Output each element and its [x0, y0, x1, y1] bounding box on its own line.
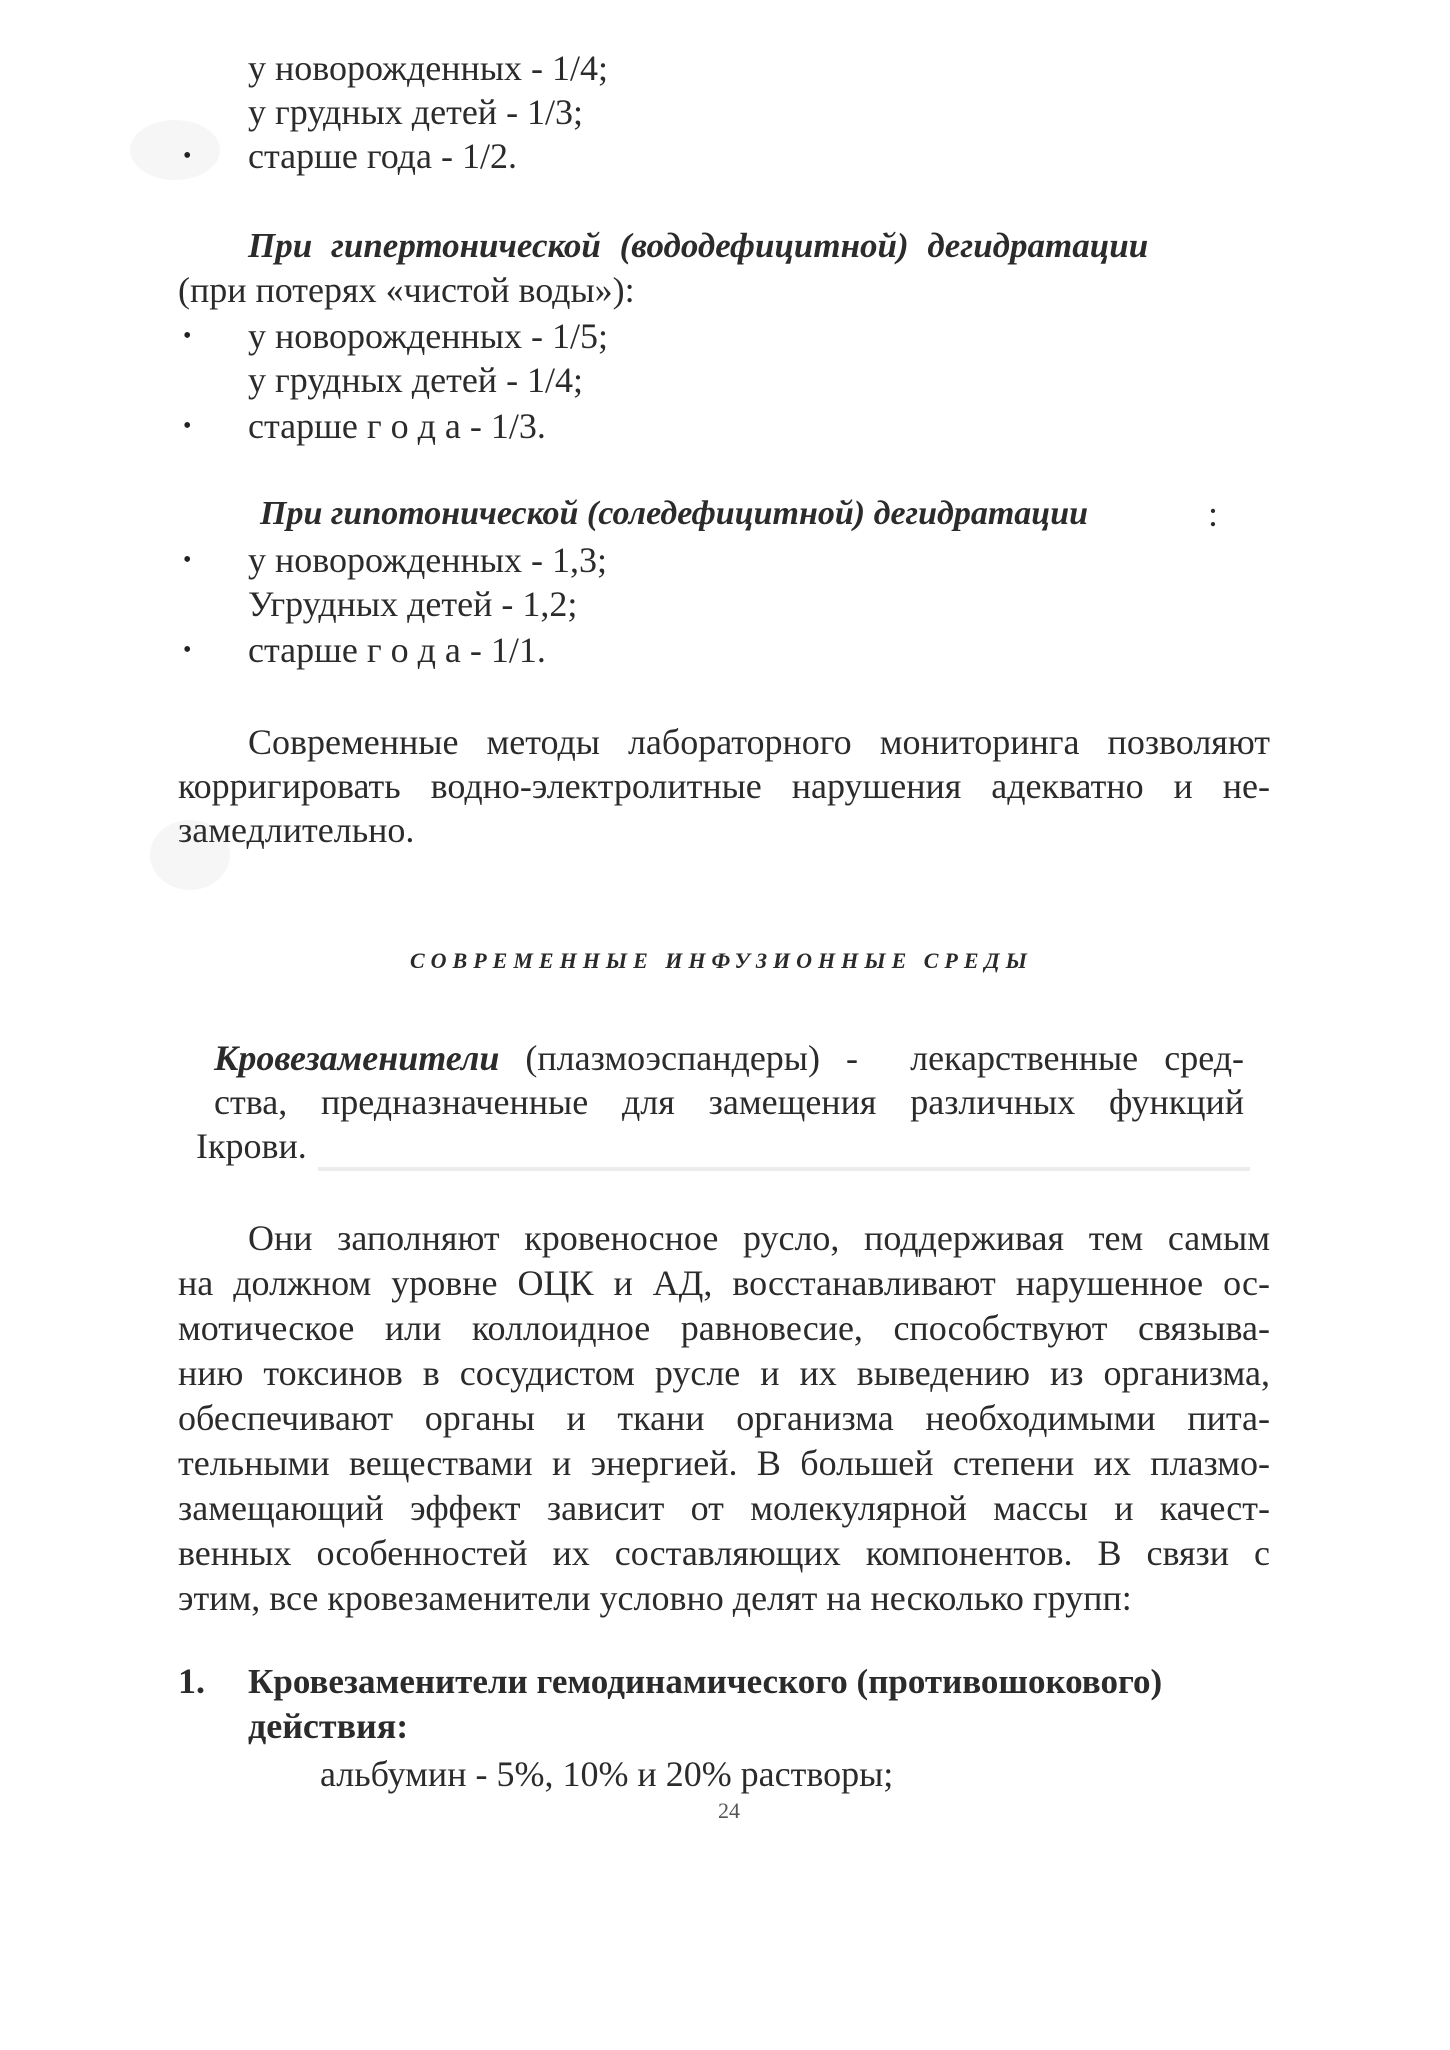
- hypo-heading-suffix: :: [1208, 494, 1219, 534]
- hyper-item: у грудных детей - 1/4;: [248, 360, 584, 400]
- group-title: Кровезаменители гемодинамического (противошокового): [248, 1662, 1163, 1701]
- body-line: замещающий эффект зависит от молекулярной массы и качест-: [178, 1488, 1270, 1528]
- hyper-subheading: (при потерях «чистой воды»):: [178, 270, 635, 310]
- underline-rule: [318, 1167, 1250, 1171]
- definition-text: Iкрови.: [196, 1126, 307, 1166]
- hypo-heading: При гипотонической (соледефицитной) дегидратации: [260, 495, 1089, 532]
- group-title: действия:: [248, 1706, 409, 1746]
- hypo-item: Угрудных детей - 1,2;: [248, 584, 578, 624]
- body-line: мотическое или коллоидное равновесие, способствуют связыва-: [178, 1308, 1270, 1348]
- hyper-item: у новорожденных - 1/5;: [248, 316, 608, 356]
- hyper-heading: При гипертонической (вододефицитной) дегидратации: [248, 226, 1149, 265]
- list-a-item: у грудных детей - 1/3;: [248, 92, 584, 132]
- hypo-item: старше г о д а - 1/1.: [248, 630, 546, 670]
- body-line: нию токсинов в сосудистом русле и их выведению из организма,: [178, 1353, 1270, 1393]
- group-item: альбумин - 5%, 10% и 20% растворы;: [320, 1754, 894, 1794]
- monitoring-text: Современные методы лабораторного мониторинга позволяют: [248, 722, 1270, 762]
- bullet-icon: •: [183, 413, 192, 439]
- bullet-icon: •: [183, 143, 192, 169]
- definition-term: Кровезаменители: [214, 1038, 500, 1078]
- group-number: 1.: [178, 1661, 205, 1701]
- list-a-item: старше года - 1/2.: [248, 136, 517, 176]
- page-number: 24: [718, 1798, 740, 1823]
- bullet-icon: •: [183, 323, 192, 349]
- body-line: Они заполняют кровеносное русло, поддерживая тем самым: [248, 1218, 1270, 1258]
- body-line: тельными веществами и энергией. В большей степени их плазмо-: [178, 1443, 1270, 1483]
- body-line: обеспечивают органы и ткани организма необходимыми пита-: [178, 1398, 1270, 1438]
- definition-text: ства, предназначенные для замещения различных функций: [214, 1082, 1244, 1122]
- definition-line: [214, 1036, 1244, 1080]
- list-a-item: у новорожденных - 1/4;: [248, 48, 608, 88]
- definition-text: (плазмоэспандеры) - лекарственные сред-: [499, 1038, 1244, 1078]
- body-line: венных особенностей их составляющих компонентов. В связи с: [178, 1533, 1270, 1573]
- monitoring-text: корригировать водно-электролитные нарушения адекватно и не-: [178, 766, 1270, 806]
- monitoring-text: замедлительно.: [178, 810, 415, 850]
- scan-smudge: [130, 120, 220, 180]
- bullet-icon: •: [183, 637, 192, 663]
- hyper-item: старше г о д а - 1/3.: [248, 406, 546, 446]
- body-line: этим, все кровезаменители условно делят на несколько групп:: [178, 1578, 1132, 1618]
- hypo-item: у новорожденных - 1,3;: [248, 540, 607, 580]
- section-title: СОВРЕМЕННЫЕ ИНФУЗИОННЫЕ СРЕДЫ: [410, 948, 1033, 973]
- body-line: на должном уровне ОЦК и АД, восстанавливают нарушенное ос-: [178, 1263, 1270, 1303]
- bullet-icon: •: [183, 547, 192, 573]
